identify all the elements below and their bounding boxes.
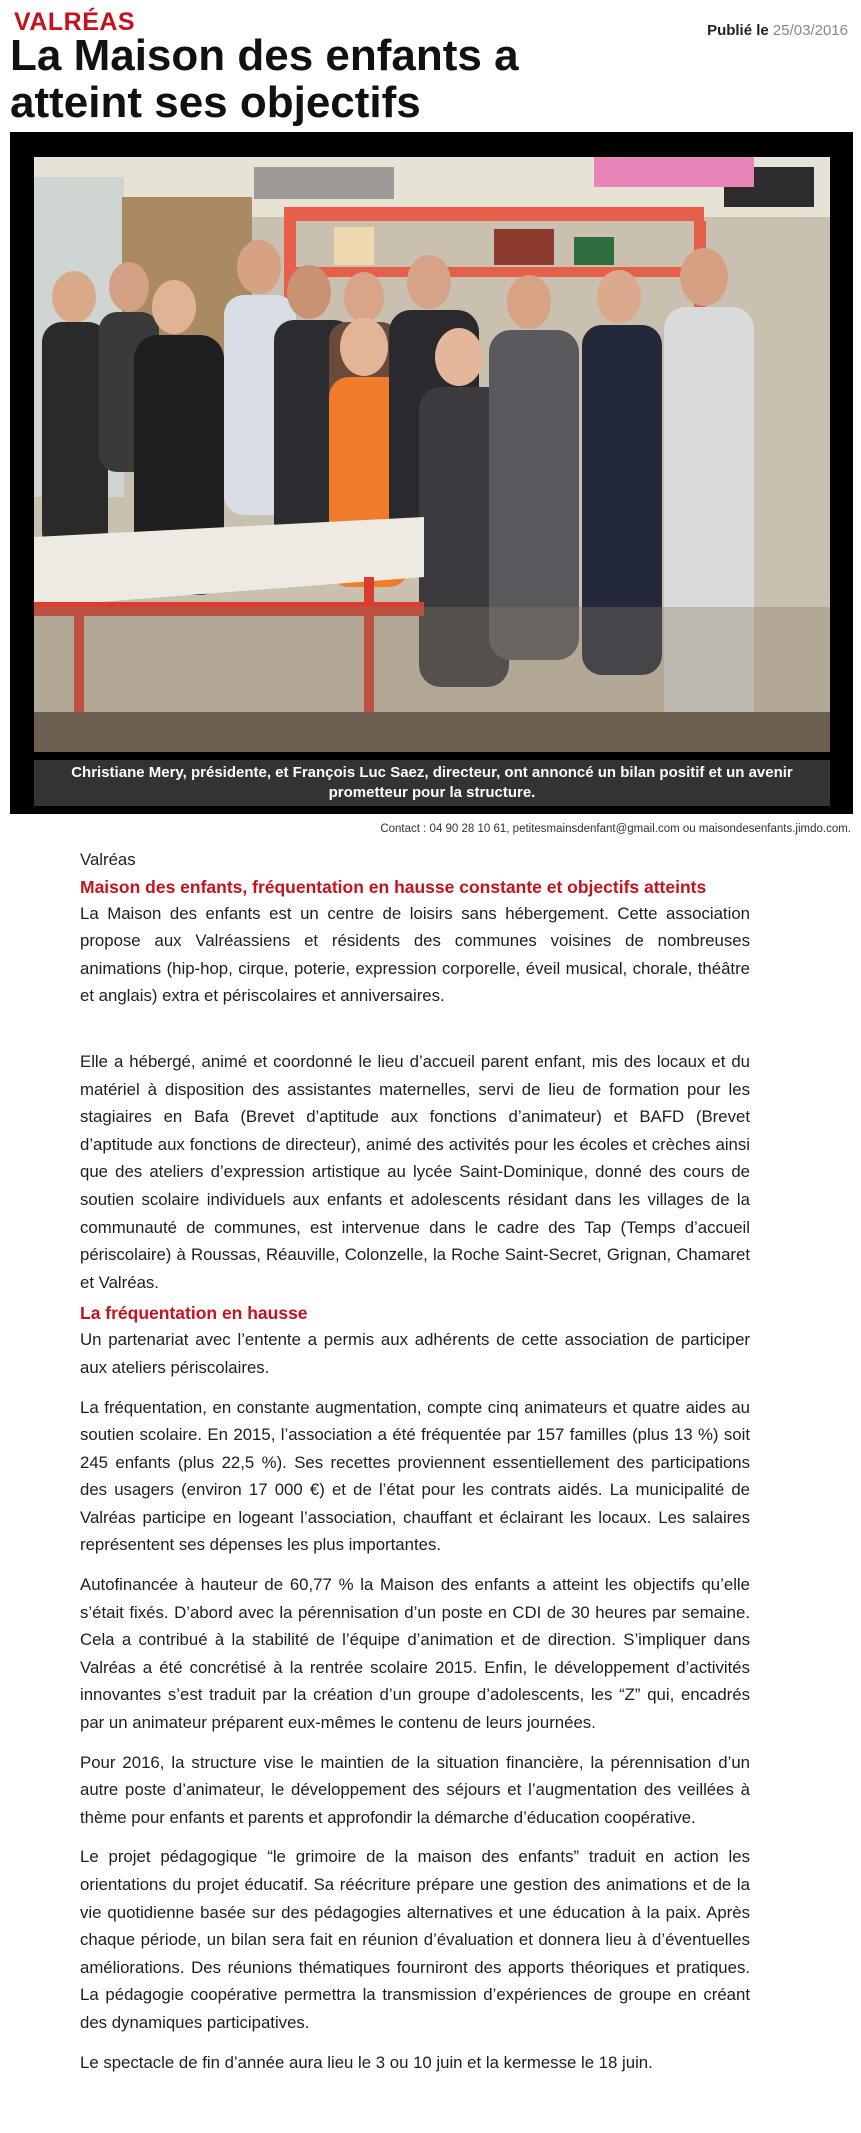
article-body — [80, 846, 750, 2088]
article-paragraph-8: Le spectacle de fin d’année aura lieu le 3 ou 10 juin et la kermesse le 18 juin. — [80, 2052, 653, 2072]
article-location: Valréas — [80, 850, 136, 869]
photo-caption: Christiane Mery, présidente, et François Luc Saez, directeur, ont annoncé un bilan positif et un avenir prometteur pour la structure. — [34, 760, 830, 806]
article-paragraph-5: Autofinancée à hauteur de 60,77 % la Maison des enfants a atteint les objectifs qu’elle s’était fixés. D’abord avec la pérennisation d’un poste en CDI de 30 heures par semaine. Cela a contribué à la stabilité de l’équipe d’animation et de direction. S’impliquer dans Valréas a été concrétisé à la rentrée scolaire 2015. Enfin, le développement d’activités innovantes s’est traduit par la création d’un groupe d’adolescents, les “Z” qui, encadrés par un animateur préparent eux-mêmes le contenu de leurs journées. — [80, 1575, 750, 1733]
section-kicker: VALRÉAS — [14, 8, 136, 36]
publication-date — [707, 22, 848, 39]
article-headline: La Maison des enfants a atteint ses objectifs — [10, 31, 519, 127]
article-paragraph-4: La fréquentation, en constante augmentation, compte cinq animateurs et quatre aides au soutien scolaire. En 2015, l’association a été fréquentée par 157 familles (plus 13 %) soit 245 enfants (plus 22,5 %). Ses recettes proviennent essentiellement des participations des usagers (environ 17 000 €) et de l’état pour les contrats aidés. La municipalité de Valréas participe en logeant l’association, chauffant et éclairant les locaux. Les salaires représentent ses dépenses les plus importantes. — [80, 1397, 750, 1555]
article-lead: Maison des enfants, fréquentation en hausse constante et objectifs atteints — [80, 876, 707, 897]
article-paragraph-1: La Maison des enfants est un centre de loisirs sans hébergement. Cette association propose aux Valréassiens et résidents des communes voisines de nombreuses animations (hip-hop, cirque, poterie, expression corporelle, éveil musical, chorale, théâtre et anglais) extra et périscolaires et anniversaires. — [80, 903, 750, 1006]
published-date-value: 25/03/2016 — [772, 22, 848, 39]
group-photo-illustration — [34, 157, 830, 752]
article-subhead: La fréquentation en hausse — [80, 1303, 308, 1324]
article-paragraph-7: Le projet pédagogique “le grimoire de la maison des enfants” traduit en action les orientations du projet éducatif. Sa réécriture prépare une gestion des animations et de la vie quotidienne basée sur des pédagogies alternatives et une éducation à la paix. Après chaque période, un bilan sera fait en réunion d’évaluation et donnera lieu à d’éventuelles améliorations. Des réunions thématiques fourniront des apports théoriques et pratiques. La pédagogie coopérative permettra la transmission d’expériences de groupe en créant des dynamiques participatives. — [80, 1847, 750, 2032]
contact-line: Contact : 04 90 28 10 61, petitesmainsdenfant@gmail.com ou maisondesenfants.jimdo.com. — [380, 823, 851, 835]
photo-frame — [10, 132, 853, 814]
article-paragraph-3: Un partenariat avec l’entente a permis aux adhérents de cette association de participer aux ateliers périscolaires. — [80, 1330, 750, 1377]
group-photo — [34, 157, 830, 752]
published-label: Publié le — [707, 22, 769, 39]
article-paragraph-6: Pour 2016, la structure vise le maintien de la situation financière, la pérennisation d’un autre poste d’animateur, le développement des séjours et l’augmentation des veillées à thème pour enfants et parents et approfondir la démarche d’éducation coopérative. — [80, 1752, 750, 1827]
article-paragraph-2: Elle a hébergé, animé et coordonné le lieu d’accueil parent enfant, mis des locaux et du matériel à disposition des assistantes maternelles, servi de lieu de formation pour les stagiaires en Bafa (Brevet d’aptitude aux fonctions d’animateur) et BAFD (Brevet d’aptitude aux fonctions de directeur), animé des activités pour les écoles et crèches ainsi que des ateliers d’expression artistique au lycée Saint-Dominique, donné des cours de soutien scolaire individuels aux enfants et adolescents résidant dans les villages de la communauté de communes, est intervenue dans le cadre des Tap (Temps d’accueil périscolaire) à Roussas, Réauville, Colonzelle, la Roche Saint-Secret, Grignan, Chamaret et Valréas. — [80, 1051, 750, 1292]
